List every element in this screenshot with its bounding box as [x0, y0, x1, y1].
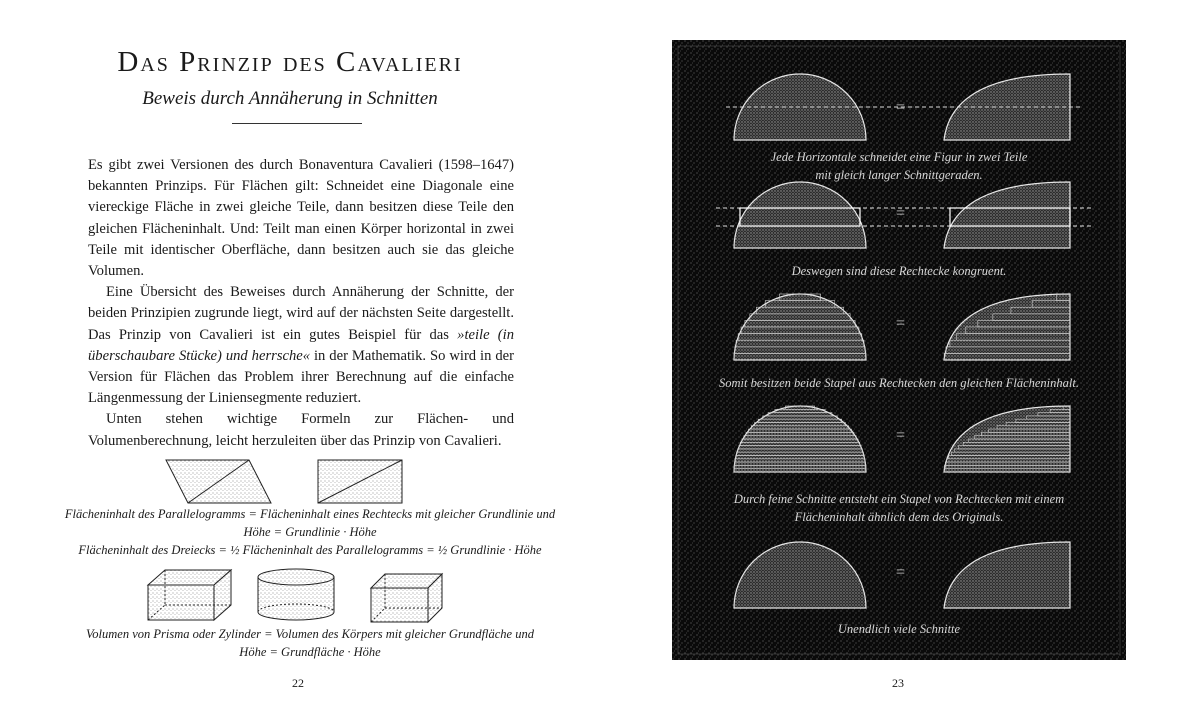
caption-parallelogram-line1: Flächeninhalt des Parallelogramms = Flächeninhalt eines Rechtecks mit gleicher Grundlinie und: [64, 507, 556, 521]
right-caption-2: Deswegen sind diese Rechtecke kongruent.: [791, 264, 1007, 278]
equals-sign-1: =: [896, 99, 906, 116]
right-caption-4-line1: Durch feine Schnitte entsteht ein Stapel von Rechtecken mit einem: [733, 492, 1065, 506]
page-number-right: 23: [892, 676, 904, 690]
right-page-panel: [672, 40, 1126, 660]
rectangle-figure: [318, 460, 402, 503]
caption-parallelogram: [60, 505, 560, 541]
equals-sign-2: =: [896, 205, 906, 222]
right-caption-1-line1: Jede Horizontale schneidet eine Figur in zwei Teile: [770, 150, 1028, 164]
parallelogram-figure: [166, 460, 271, 503]
right-caption-4-line2: Flächeninhalt ähnlich dem des Originals.: [794, 510, 1004, 524]
equals-sign-5: =: [896, 564, 906, 581]
caption-volume: [60, 625, 560, 661]
prism-figure: [148, 570, 231, 620]
paragraph-3: Unten stehen wichtige Formeln zur Flächen- und Volumenberechnung, leicht herzuleiten über das Prinzip von Cavalieri.: [88, 411, 514, 449]
caption-triangle: Flächeninhalt des Dreiecks = ½ Flächeninhalt des Parallelogramms = ½ Grundlinie · Höhe: [78, 543, 542, 557]
caption-parallelogram-line2: Höhe = Grundlinie · Höhe: [243, 525, 377, 539]
caption-volume-line2: Höhe = Grundfläche · Höhe: [239, 645, 381, 659]
page-subtitle: Beweis durch Annäherung in Schnitten: [142, 88, 438, 109]
right-caption-3: Somit besitzen beide Stapel aus Rechtecken den gleichen Flächeninhalt.: [719, 376, 1079, 390]
right-caption-5: Unendlich viele Schnitte: [837, 622, 961, 636]
caption-volume-line1: Volumen von Prisma oder Zylinder = Volumen des Körpers mit gleicher Grundfläche und: [86, 627, 534, 641]
page-title: Das Prinzip des Cavalieri: [117, 46, 463, 78]
right-caption-4: [672, 490, 1126, 526]
paragraph-1: Es gibt zwei Versionen des durch Bonaventura Cavalieri (1598–1647) bekannten Prinzips. Für Flächen gilt: Schneidet eine Diagonale eine viereckige Fläche in zwei gleiche Teile, dann besitzen diese Teile den gleichen Flächeninhalt. Und: Teilt man einen Körper horizontal in zwei Teile mit identischer Oberfläche, dann besitzen auch sie das gleiche Volumen.: [88, 157, 514, 280]
right-caption-1-line2: mit gleich langer Schnittgeraden.: [815, 168, 983, 182]
equals-sign-4: =: [896, 427, 906, 444]
paragraph-2-text-b: in der Mathematik. So wird in der Version für Flächen das Problem ihrer Berechnung auf die einfache Längenmessung der Liniensegmente reduziert.: [88, 347, 514, 407]
paragraph-2-emphasis: »teile (in überschaubare Stücke) und herrsche«: [88, 326, 515, 364]
left-figures: [0, 0, 590, 728]
left-page: [0, 0, 590, 728]
cylinder-figure: [258, 569, 334, 620]
right-caption-1: [672, 148, 1126, 184]
box-figure: [371, 574, 442, 622]
page-number-left: 22: [292, 676, 304, 690]
paragraph-2-text-a: Eine Übersicht des Beweises durch Annäherung der Schnitte, der beiden Prinzipien zugrunde liegt, wird auf der nächsten Seite dargestellt. Das Prinzip von Cavalieri ist ein gutes Beispiel für das: [88, 284, 514, 343]
equals-sign-3: =: [896, 315, 906, 332]
